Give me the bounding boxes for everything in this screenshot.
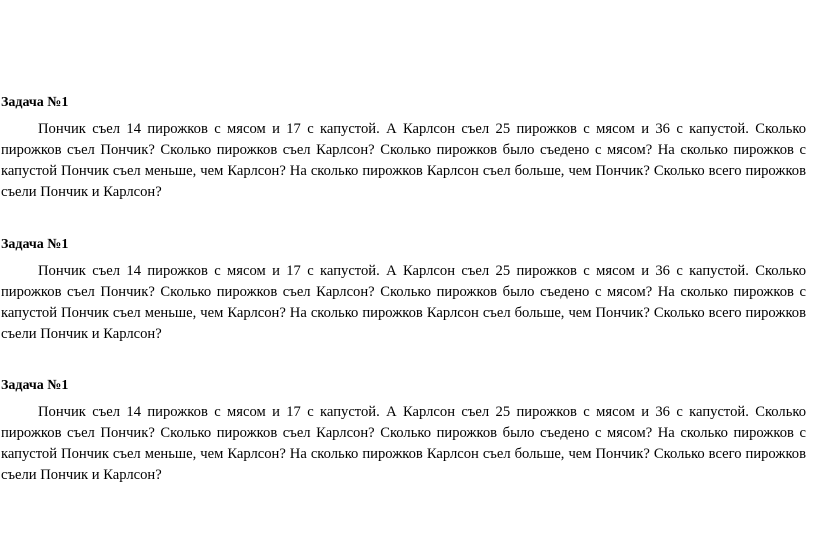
task-title: Задача №1 <box>1 237 69 252</box>
task-text: Пончик съел 14 пирожков с мясом и 17 с капустой. А Карлсон съел 25 пирожков с мясом и 36 с капустой. Сколько пирожков съел Пончик? Сколько пирожков съел Карлсон? Сколько пирожков было съедено с мясом? На сколько пирожков с капустой Пончик съел меньше, чем Карлсон? На сколько пирожков Карлсон съел больше, чем Пончик? Сколько всего пирожков съели Пончик и Карлсон? <box>1 404 806 483</box>
task-title: Задача №1 <box>1 95 69 110</box>
task-block <box>0 377 816 486</box>
task-title: Задача №1 <box>1 378 69 393</box>
task-text: Пончик съел 14 пирожков с мясом и 17 с капустой. А Карлсон съел 25 пирожков с мясом и 36 с капустой. Сколько пирожков съел Пончик? Сколько пирожков съел Карлсон? Сколько пирожков было съедено с мясом? На сколько пирожков с капустой Пончик съел меньше, чем Карлсон? На сколько пирожков Карлсон съел больше, чем Пончик? Сколько всего пирожков съели Пончик и Карлсон? <box>1 263 806 342</box>
task-text: Пончик съел 14 пирожков с мясом и 17 с капустой. А Карлсон съел 25 пирожков с мясом и 36 с капустой. Сколько пирожков съел Пончик? Сколько пирожков съел Карлсон? Сколько пирожков было съедено с мясом? На сколько пирожков с капустой Пончик съел меньше, чем Карлсон? На сколько пирожков Карлсон съел больше, чем Пончик? Сколько всего пирожков съели Пончик и Карлсон? <box>1 121 806 200</box>
task-block <box>0 94 816 203</box>
task-block <box>0 236 816 345</box>
